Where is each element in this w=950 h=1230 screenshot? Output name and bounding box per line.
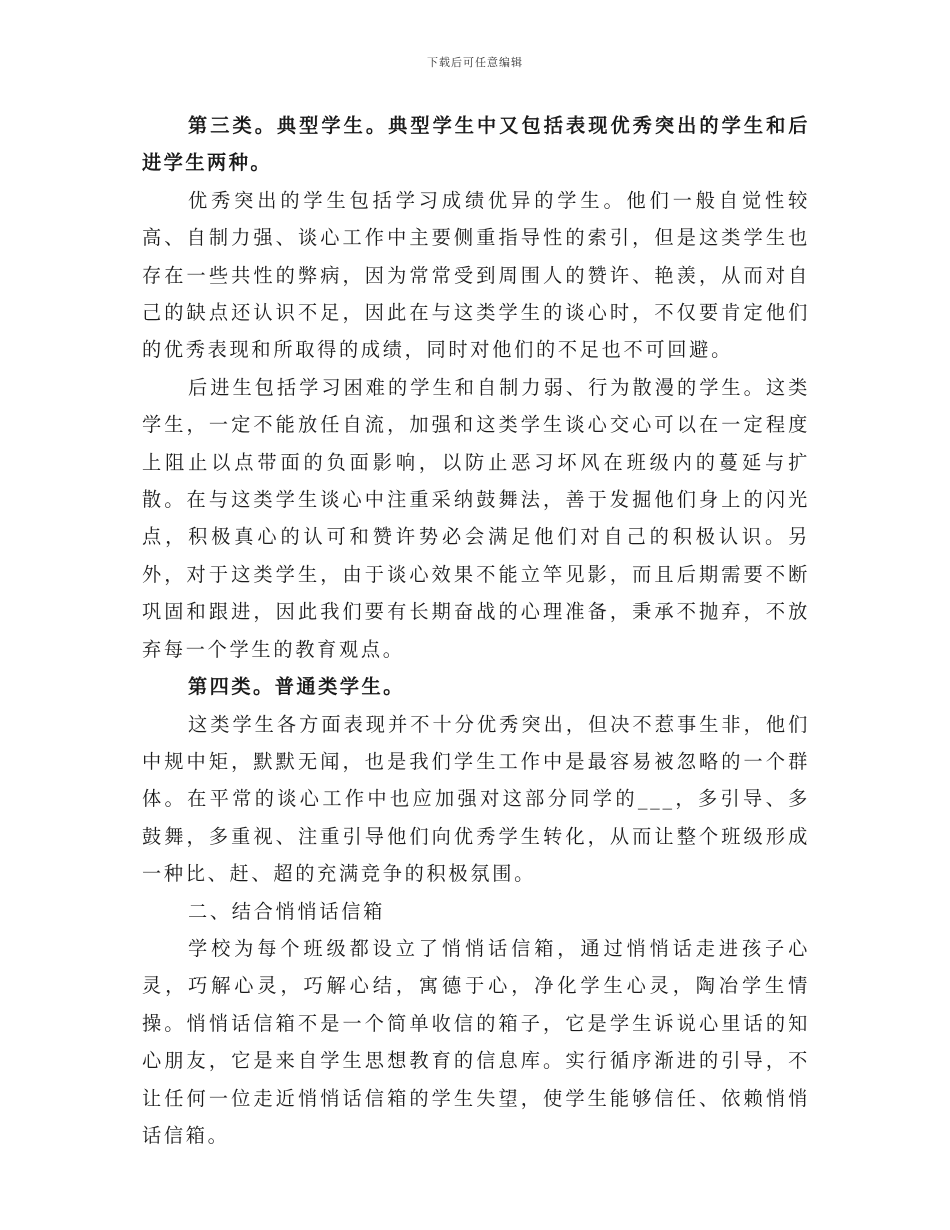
paragraph-struggling-students: 后进生包括学习困难的学生和自制力弱、行为散漫的学生。这类学生，一定不能放任自流，加强和这类学生谈心交心可以在一定程度上阻止以点带面的负面影响，以防止恶习坏风在班级内的蔓延与扩散。在与这类学生谈心中注重采纳鼓舞法，善于发掘他们身上的闪光点，积极真心的认可和赞许势必会满足他们对自己的积极认识。另外，对于这类学生，由于谈心效果不能立竿见影，而且后期需要不断巩固和跟进，因此我们要有长期奋战的心理准备，秉承不抛弃，不放弃每一个学生的教育观点。 — [142, 375, 810, 661]
section-heading-type-four: 第四类。普通类学生。 — [188, 675, 405, 699]
document-body — [142, 107, 810, 1154]
section-heading-type-three: 第三类。典型学生。典型学生中又包括表现优秀突出的学生和后进学生两种。 — [142, 114, 810, 175]
section-subheading-mailbox: 二、结合悄悄话信箱 — [188, 899, 385, 923]
paragraph-ordinary-students: 这类学生各方面表现并不十分优秀突出，但决不惹事生非，他们中规中矩，默默无闻，也是我们学生工作中是最容易被忽略的一个群体。在平常的谈心工作中也应加强对这部分同学的___，多引导、多鼓舞，多重视、注重引导他们向优秀学生转化，从而让整个班级形成一种比、赶、超的充满竞争的积极氛围。 — [142, 712, 810, 886]
paragraph-whisper-mailbox: 学校为每个班级都设立了悄悄话信箱，通过悄悄话走进孩子心灵，巧解心灵，巧解心结，寓德于心，净化学生心灵，陶冶学生情操。悄悄话信箱不是一个简单收信的箱子，它是学生诉说心里话的知心朋友，它是来自学生思想教育的信息库。实行循序渐进的引导，不让任何一位走近悄悄话信箱的学生失望，使学生能够信任、依赖悄悄话信箱。 — [142, 936, 810, 1147]
paragraph-excellent-students: 优秀突出的学生包括学习成绩优异的学生。他们一般自觉性较高、自制力强、谈心工作中主要侧重指导性的索引，但是这类学生也存在一些共性的弊病，因为常常受到周围人的赞许、艳羡，从而对自己的缺点还认识不足，因此在与这类学生的谈心时，不仅要肯定他们的优秀表现和所取得的成绩，同时对他们的不足也不可回避。 — [142, 188, 810, 362]
page-header: 下载后可任意编辑 — [427, 56, 523, 69]
